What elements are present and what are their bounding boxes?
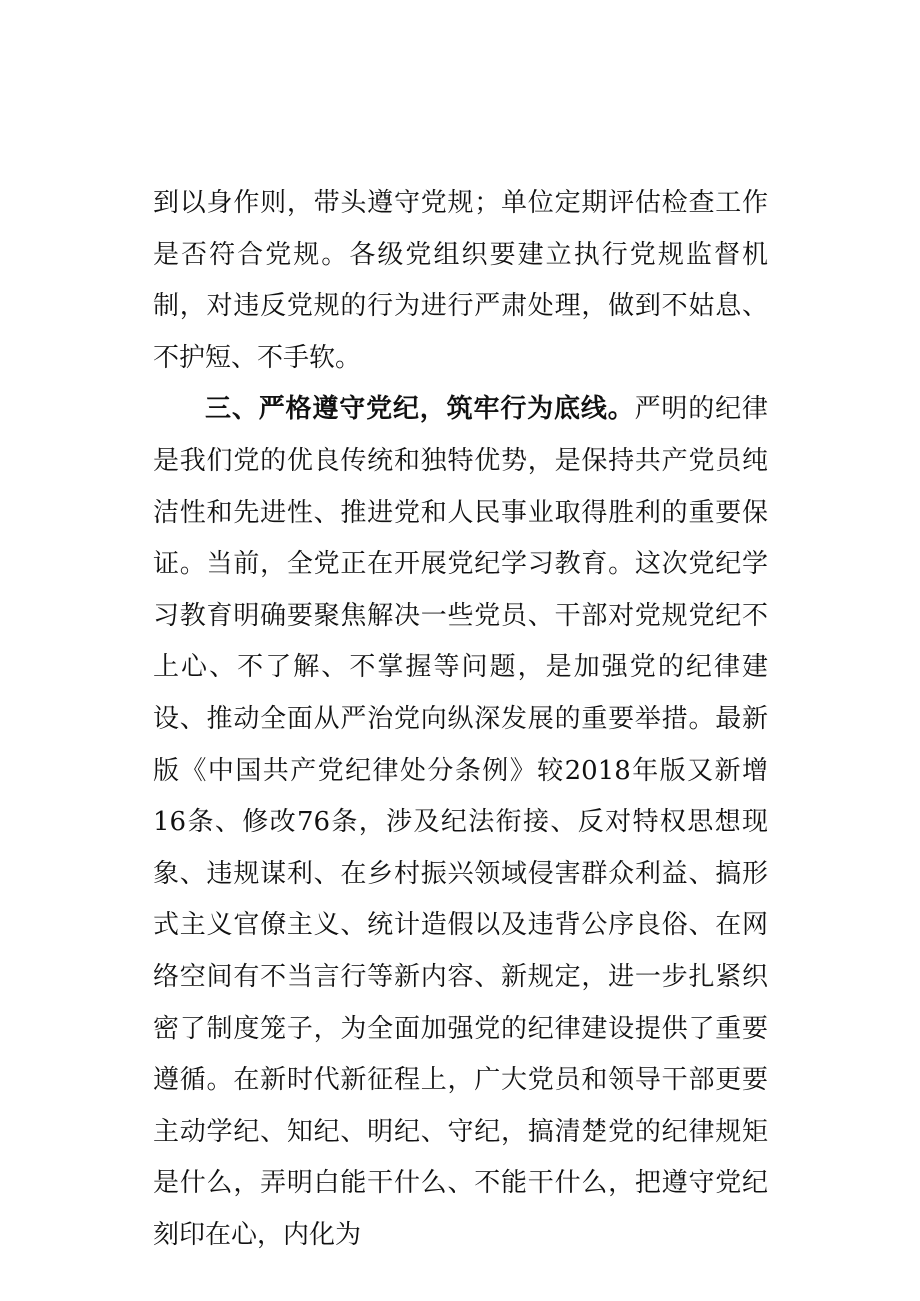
document-body xyxy=(153,178,768,1261)
section-heading: 三、严格遵守党纪，筑牢行为底线。 xyxy=(205,394,635,425)
paragraph-text: 严明的纪律是我们党的优良传统和独特优势，是保持共产党员纯洁性和先进性、推进党和人民事业取得胜利的重要保证。当前，全党正在开展党纪学习教育。这次党纪学习教育明确要聚焦解决一些党员、干部对党规党纪不上心、不了解、不掌握等问题，是加强党的纪律建设、推动全面从严治党向纵深发展的重要举措。最新版《中国共产党纪律处分条例》较2018年版又新增16条、修改76条，涉及纪法衔接、反对特权思想现象、违规谋利、在乡村振兴领域侵害群众利益、搞形式主义官僚主义、统计造假以及违背公序良俗、在网络空间有不当言行等新内容、新规定，进一步扎紧织密了制度笼子，为全面加强党的纪律建设提供了重要遵循。在新时代新征程上，广大党员和领导干部更要主动学纪、知纪、明纪、守纪，搞清楚党的纪律规矩是什么，弄明白能干什么、不能干什么，把遵守党纪刻印在心，内化为 xyxy=(153,394,768,1250)
paragraph-section-three xyxy=(153,384,768,1261)
paragraph-text: 到以身作则，带头遵守党规；单位定期评估检查工作是否符合党规。各级党组织要建立执行党规监督机制，对违反党规的行为进行严肃处理，做到不姑息、不护短、不手软。 xyxy=(153,188,768,373)
paragraph-continued xyxy=(153,178,768,384)
